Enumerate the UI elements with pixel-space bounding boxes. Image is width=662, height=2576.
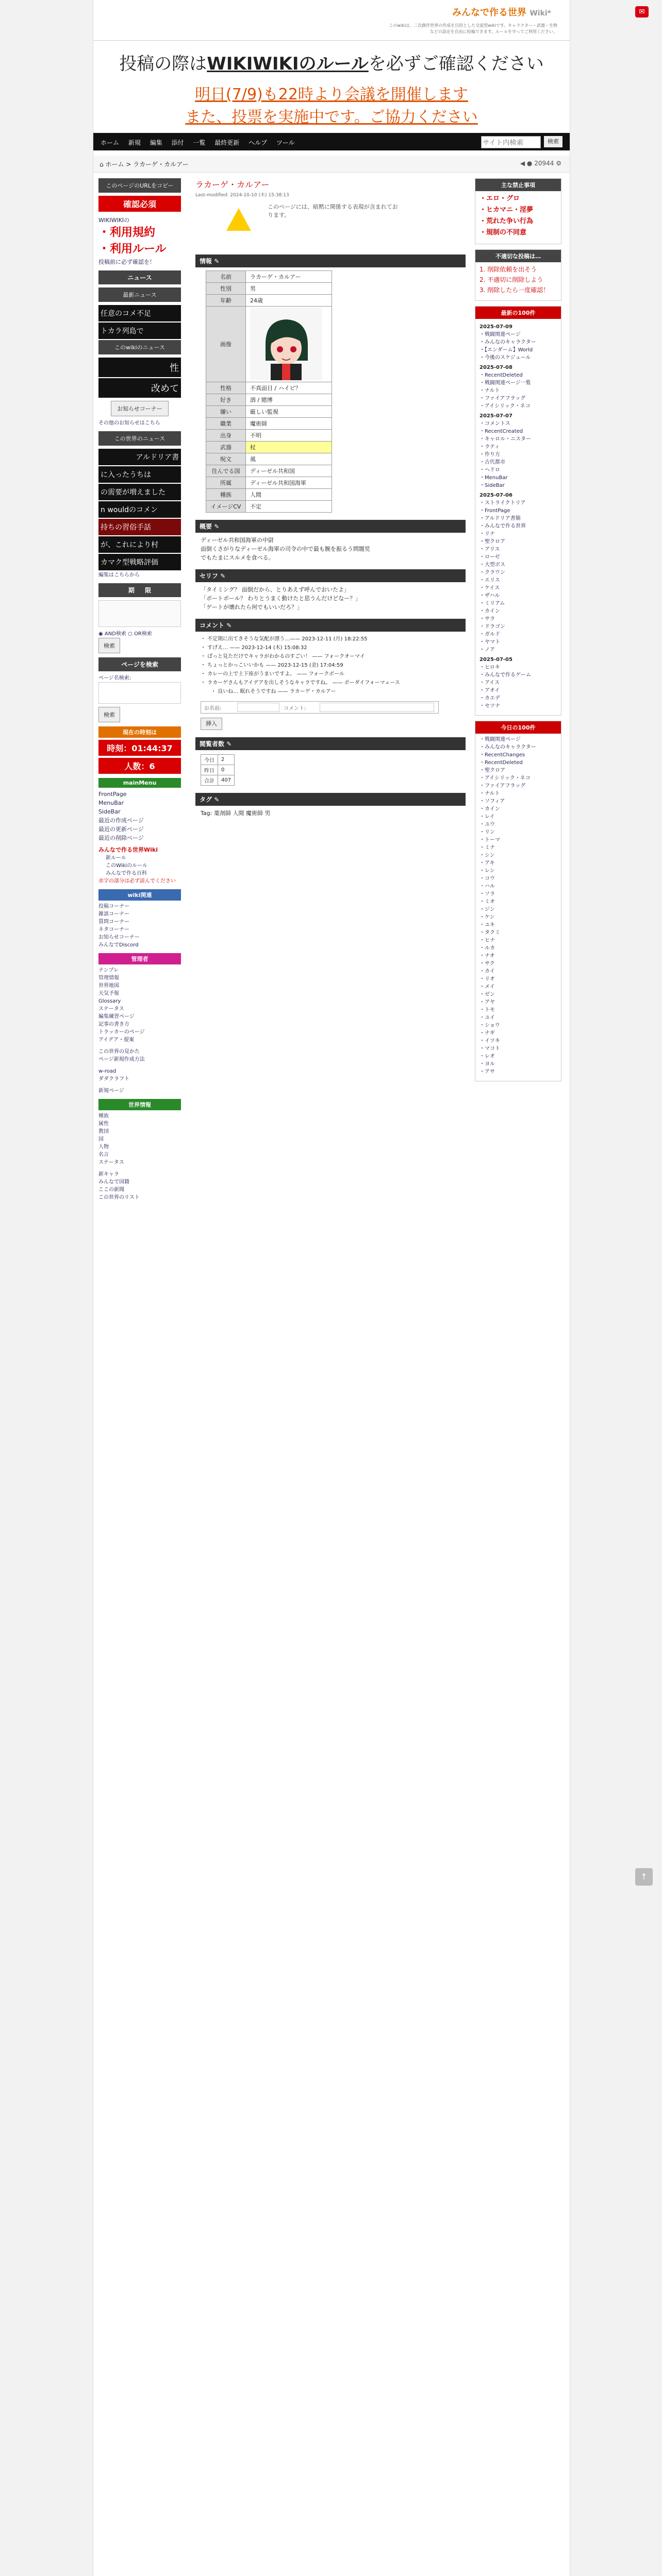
breadcrumb-page: ラカーゲ・カルアー bbox=[133, 161, 189, 168]
comment-item: ・ 良いね… 眠れそうですね —— ラカーゲ・カルアー bbox=[211, 689, 336, 694]
recent-link[interactable]: ・カエデ bbox=[479, 696, 500, 701]
admin-link[interactable]: 世界地図 bbox=[98, 983, 119, 989]
world-news-button[interactable]: この世界のニュース bbox=[98, 431, 181, 446]
today-link[interactable]: ・ミナ bbox=[479, 845, 495, 851]
recent-link[interactable]: ・コメントス bbox=[479, 421, 510, 427]
extra-link[interactable]: w-road bbox=[98, 1069, 117, 1074]
edit-icon[interactable]: ✎ bbox=[226, 740, 232, 748]
recent-link[interactable]: ・ナルト bbox=[479, 388, 500, 394]
today100-list bbox=[475, 734, 561, 1078]
recent-link[interactable]: ・アオイ bbox=[479, 688, 500, 693]
radio-or[interactable]: ○ bbox=[128, 631, 133, 637]
menu-item-list[interactable]: 一覧 bbox=[193, 139, 206, 146]
today-link[interactable]: ・ルカ bbox=[479, 945, 495, 951]
online-count: 人数：6 bbox=[98, 758, 181, 774]
inappropriate-header: 不適切な投稿は… bbox=[475, 250, 561, 262]
breadcrumb-home[interactable]: ホーム bbox=[105, 161, 124, 168]
name-input[interactable] bbox=[237, 703, 279, 712]
comment-label: コメント: bbox=[284, 706, 306, 711]
news-line: 性 bbox=[98, 358, 181, 377]
sub-link[interactable]: このWikiのルール bbox=[106, 863, 147, 869]
recent-link[interactable]: ・ザハル bbox=[479, 593, 500, 599]
counter-table: 今日 2 昨日 0 合計 407 bbox=[201, 754, 235, 786]
comment-item: ・ 不定期に出てきそうな気配が漂う…—— 2023-12-11 (月) 18:22:55 bbox=[201, 636, 368, 642]
admin-link[interactable]: 編集練習ページ bbox=[98, 1014, 135, 1020]
date-heading: 2025-07-07 bbox=[479, 413, 512, 419]
today-link[interactable]: ・RecentChanges bbox=[479, 752, 525, 758]
wiki-label: WIKIWIKIの bbox=[98, 217, 130, 224]
scroll-top-button[interactable]: ↑ bbox=[635, 1868, 653, 1886]
admin-link[interactable]: トラッカーのページ bbox=[98, 1029, 145, 1035]
today-link[interactable]: ・ナギ bbox=[479, 1030, 495, 1036]
comment-item: ・ すげえ… —— 2023-12-14 (木) 15:08:32 bbox=[201, 645, 307, 651]
breadcrumb: ⌂ ホーム > ラカーゲ・カルアー ◀ ● 20944 ⚙ bbox=[93, 156, 570, 173]
comment-input[interactable] bbox=[320, 703, 434, 712]
recent-link[interactable]: ・ガルド bbox=[479, 632, 500, 637]
menu-item-new[interactable]: 新規 bbox=[128, 139, 141, 146]
wiki-link[interactable]: お知らせコーナー bbox=[98, 935, 140, 940]
recent-link[interactable]: ・ケイス bbox=[479, 585, 500, 591]
recent-link[interactable]: ・ヤマト bbox=[479, 639, 500, 645]
today-link[interactable]: ・ソラ bbox=[479, 891, 495, 897]
recent-link[interactable]: ・クラウン bbox=[479, 570, 505, 575]
recent-link[interactable]: ・セツナ bbox=[479, 703, 500, 709]
admin-link[interactable]: 記事の書き方 bbox=[98, 1022, 129, 1027]
char-link[interactable]: 新キャラ bbox=[98, 1172, 119, 1177]
rule-link[interactable]: WIKIWIKIのルール bbox=[207, 54, 369, 74]
world-link[interactable]: ステータス bbox=[98, 1160, 124, 1165]
page-search-input[interactable] bbox=[98, 682, 181, 704]
admin-link[interactable]: Glossary bbox=[98, 998, 121, 1004]
comment-submit-button[interactable]: 挿入 bbox=[201, 718, 222, 730]
today-link[interactable]: ・シン bbox=[479, 853, 495, 858]
today-link[interactable]: ・トモ bbox=[479, 1007, 495, 1013]
recent-link[interactable]: ・【エンダーム】World bbox=[479, 347, 533, 353]
char-link[interactable]: みんなで国籍 bbox=[98, 1179, 129, 1185]
date-heading: 2025-07-05 bbox=[479, 657, 512, 663]
recent-link[interactable]: ・カイン bbox=[479, 608, 500, 614]
extra-link[interactable]: この世界の見かた bbox=[98, 1049, 140, 1055]
today-link[interactable]: ・レオ bbox=[479, 1054, 495, 1059]
today-link[interactable]: ・ユキ bbox=[479, 922, 495, 928]
world-news-line: アルドリア書 bbox=[98, 449, 181, 465]
recent-link[interactable]: ・アリス bbox=[479, 547, 500, 552]
warning-text: このページには、暗黙に関係する表現が含まれております。 bbox=[268, 204, 398, 218]
last-modified: Last-modified: 2024-10-10 (木) 15:38:13 bbox=[195, 193, 289, 198]
wiki-link[interactable]: 質問コーナー bbox=[98, 919, 129, 925]
wiki-link[interactable]: 投稿コーナー bbox=[98, 904, 129, 909]
recent-link[interactable]: ・作り方 bbox=[479, 452, 500, 457]
term-header: 期 限 bbox=[98, 583, 181, 597]
char-link[interactable]: この世界のリスト bbox=[98, 1195, 140, 1200]
today-link[interactable]: ・コウ bbox=[479, 876, 495, 882]
world-link[interactable]: 教団 bbox=[98, 1129, 109, 1134]
recent100-list bbox=[475, 319, 561, 712]
today-link[interactable]: ・トーマ bbox=[479, 837, 500, 843]
view-count: 20944 bbox=[534, 160, 554, 167]
today-link[interactable]: ・ヒナ bbox=[479, 938, 495, 943]
edit-icon[interactable]: ✎ bbox=[226, 622, 232, 629]
term-search-button[interactable]: 検索 bbox=[98, 638, 120, 653]
world-link[interactable]: 種族 bbox=[98, 1113, 109, 1119]
today-link[interactable]: ・ジン bbox=[479, 907, 495, 912]
top-header bbox=[93, 0, 570, 41]
comment-list bbox=[201, 635, 466, 696]
left-sidebar bbox=[98, 178, 181, 1201]
wiki-link[interactable]: みんなでDiscord bbox=[98, 942, 139, 948]
world-news-line: に入ったうちは bbox=[98, 466, 181, 483]
extra-link[interactable]: ダダクラフト bbox=[98, 1076, 129, 1082]
today-link[interactable]: ・ミオ bbox=[479, 899, 495, 905]
today-link[interactable]: ・ユイ bbox=[479, 1015, 495, 1021]
wiki-link[interactable]: 雑談コーナー bbox=[98, 911, 129, 917]
content-warning bbox=[226, 203, 422, 247]
comment-item: ・ ぱっと見ただけでキャラがわかるのすごい！ —— フォークオーマイ bbox=[201, 654, 365, 659]
sub-note: 赤字の部分は必ず読んでください bbox=[98, 878, 176, 884]
admin-link[interactable]: テンプレ bbox=[98, 968, 119, 973]
world-link[interactable]: 国 bbox=[98, 1137, 104, 1142]
tags-section-header: タグ ✎ bbox=[195, 793, 466, 806]
recent-link[interactable]: ・アイシリック・ネコ bbox=[479, 403, 531, 409]
dialogue-section-header: セリフ ✎ bbox=[195, 569, 466, 582]
recent-link[interactable]: ・みんなで作る世界 bbox=[479, 523, 526, 529]
recent-link[interactable]: ・ファイアフラッグ bbox=[479, 396, 526, 401]
today-link[interactable]: ・ナルト bbox=[479, 791, 500, 796]
recent-link[interactable]: ・サラ bbox=[479, 616, 495, 622]
today-link[interactable]: ・ショウ bbox=[479, 1023, 500, 1028]
recent-link[interactable]: ・RecentCreated bbox=[479, 429, 523, 434]
menu-link[interactable]: SideBar bbox=[98, 808, 121, 815]
recent-link[interactable]: ・ノア bbox=[479, 647, 495, 653]
home-icon[interactable]: ⌂ bbox=[100, 161, 104, 168]
edit-here-link[interactable]: 編集はこちらから bbox=[98, 572, 140, 578]
news-header: ニュース bbox=[98, 270, 181, 284]
admin-link[interactable]: ステータス bbox=[98, 1006, 124, 1012]
recent-link[interactable]: ・ストライクトリア bbox=[479, 500, 526, 506]
today-link[interactable]: ・アサ bbox=[479, 1069, 495, 1075]
rules-link[interactable]: ・利用ルール bbox=[98, 243, 167, 256]
recent-link[interactable]: ・ヘドロ bbox=[479, 467, 500, 473]
views-icon: ● bbox=[526, 160, 533, 167]
right-sidebar bbox=[475, 178, 561, 1087]
world-news-line: が、これにより村 bbox=[98, 536, 181, 553]
page-search-button[interactable]: 検索 bbox=[98, 707, 120, 722]
recent-link[interactable]: ・今後のスケジュール bbox=[479, 355, 531, 361]
today100-box bbox=[475, 721, 561, 1081]
today-link[interactable]: ・レイ bbox=[479, 814, 495, 820]
news-line: 改めて bbox=[98, 378, 181, 398]
main-content bbox=[195, 178, 466, 818]
today-link[interactable]: ・レン bbox=[479, 868, 495, 874]
wiki-related-header: wiki関連 bbox=[98, 889, 181, 901]
today-link[interactable]: ・RecentDeleted bbox=[479, 760, 523, 766]
recent-link[interactable]: ・みんなで作るゲーム bbox=[479, 672, 531, 678]
menu-link[interactable]: MenuBar bbox=[98, 800, 124, 806]
today-link[interactable]: ・ゼン bbox=[479, 992, 495, 997]
page-search-note: ページ名検索: bbox=[98, 675, 131, 681]
recent-link[interactable]: ・みんなのキャラクター bbox=[479, 340, 536, 345]
recent100-header: 最新の100件 bbox=[475, 307, 561, 319]
recent100-box bbox=[475, 306, 561, 716]
menu-link[interactable]: FrontPage bbox=[98, 791, 127, 798]
today-link[interactable]: ・アイシリック・ネコ bbox=[479, 775, 531, 781]
page-title: ラカーゲ・カルアー bbox=[195, 180, 270, 190]
recent-link[interactable]: ・アイス bbox=[479, 680, 500, 686]
recent-link[interactable]: ・戦闘関連ページ bbox=[479, 332, 521, 337]
edit-icon[interactable]: ✎ bbox=[214, 523, 220, 530]
admin-link[interactable]: アイデア・提案 bbox=[98, 1037, 135, 1043]
counter-section-header: 閲覧者数 ✎ bbox=[195, 737, 466, 750]
recent-link[interactable]: ・ミリアム bbox=[479, 601, 505, 606]
recent-link[interactable]: ・MenuBar bbox=[479, 475, 508, 481]
extra-link[interactable]: 新規ページ bbox=[98, 1088, 124, 1094]
latest-news-button[interactable]: 最新ニュース bbox=[98, 287, 181, 302]
confirm-note: 投稿前に必ず確認を！ bbox=[98, 259, 155, 265]
notice-corner-button[interactable]: お知らせコーナー bbox=[111, 401, 169, 416]
date-heading: 2025-07-06 bbox=[479, 493, 512, 498]
char-link[interactable]: ここの新聞 bbox=[98, 1187, 124, 1193]
recent-link[interactable]: ・キャロル・ニスター bbox=[479, 436, 531, 442]
page-search-header: ページを検索 bbox=[98, 657, 181, 671]
admin-link[interactable]: 管理情報 bbox=[98, 975, 119, 981]
date-heading: 2025-07-08 bbox=[479, 365, 512, 370]
info-section-header: 情報 ✎ bbox=[195, 255, 466, 267]
menu-item-home[interactable]: ホーム bbox=[101, 139, 120, 146]
today-link[interactable]: ・カイ bbox=[479, 969, 495, 974]
world-news-line: の需要が増えました bbox=[98, 484, 181, 500]
overview-text: ディーゼル共和国海軍の中尉 面倒くさがりなディーゼル海軍の司令の中で最も腕を振るう問題児 でもたまにスルメを食べる。 bbox=[201, 537, 370, 561]
radio-and[interactable]: ◉ bbox=[98, 631, 103, 637]
today-link[interactable]: ・ソフィア bbox=[479, 799, 505, 804]
gear-icon[interactable]: ⚙ bbox=[556, 160, 561, 167]
copy-url-button[interactable]: このページのURLをコピー bbox=[98, 178, 181, 193]
world-news-line: n wouldのコメン bbox=[98, 501, 181, 518]
comment-item: ・ ちょっとかっこいいかも —— 2023-12-15 (金) 17:04:59 bbox=[201, 663, 343, 668]
world-news-line: 持ちの習俗手話 bbox=[98, 519, 181, 535]
date-heading: 2025-07-09 bbox=[479, 324, 512, 330]
menu-link[interactable]: 最近の削除ページ bbox=[98, 835, 144, 841]
and-label: AND検索 bbox=[104, 631, 126, 637]
comments-section-header: コメント ✎ bbox=[195, 619, 466, 632]
character-portrait bbox=[250, 308, 322, 380]
today-link[interactable]: ・アヤ bbox=[479, 999, 495, 1005]
site-title[interactable]: みんなで作る世界 Wiki* bbox=[452, 7, 551, 18]
world-link[interactable]: 属性 bbox=[98, 1121, 109, 1127]
today-link[interactable]: ・みんなのキャラクター bbox=[479, 744, 536, 750]
recent-link[interactable]: ・リナ bbox=[479, 531, 495, 537]
today-link[interactable]: ・ハル bbox=[479, 884, 495, 889]
recent-link[interactable]: ・FrontPage bbox=[479, 508, 510, 514]
page-sheet bbox=[93, 0, 570, 2576]
search-input[interactable] bbox=[481, 136, 541, 148]
today-link[interactable]: ・タクミ bbox=[479, 930, 500, 936]
edit-icon[interactable]: ✎ bbox=[220, 572, 226, 580]
inappropriate-box: 不適切な投稿は… 1. 削除依頼を出そう 2. 不適切に削除しよう 3. 削除したら一度確認！ bbox=[475, 249, 561, 301]
rule-notice: 投稿の際はWIKIWIKIのルールを必ずご確認ください bbox=[119, 54, 544, 74]
today-link[interactable]: ・ナオ bbox=[479, 953, 495, 959]
recent-link[interactable]: ・エリス bbox=[479, 578, 500, 583]
today-link[interactable]: ・ケン bbox=[479, 914, 495, 920]
today-link[interactable]: ・聖クロア bbox=[479, 768, 505, 773]
recent-link[interactable]: ・アルドリア書簡 bbox=[479, 516, 521, 521]
recent-link[interactable]: ・SideBar bbox=[479, 483, 505, 488]
time-header: 現在の時刻は bbox=[98, 726, 181, 738]
menu-item-edit[interactable]: 編集 bbox=[150, 139, 162, 146]
menu-item-help[interactable]: ヘルプ bbox=[249, 139, 268, 146]
menu-link[interactable]: 最近の更新ページ bbox=[98, 826, 144, 833]
today-link[interactable]: ・戦闘関連ページ bbox=[479, 737, 521, 742]
recent-link[interactable]: ・ローゼ bbox=[479, 554, 500, 560]
notification-icon[interactable]: ✉ bbox=[635, 6, 649, 18]
banned-box: 主な禁止事項 ・エロ・グロ ・ヒカマニ・淫夢 ・荒れた争い行為 ・規制の不同意 bbox=[475, 178, 561, 244]
recent-link[interactable]: ・ヒロキ bbox=[479, 665, 500, 670]
world-info-header: 世界情報 bbox=[98, 1099, 181, 1110]
overview-section-header: 概要 ✎ bbox=[195, 520, 466, 533]
menu-link[interactable]: 最近の作成ページ bbox=[98, 817, 144, 824]
name-label: お名前: bbox=[204, 706, 222, 711]
news-line: 任意のコメ不足 bbox=[98, 305, 181, 321]
recent-link[interactable]: ・古代都市 bbox=[479, 460, 505, 465]
comment-item: ・ カレーの上で土下座がうまいですよ。 —— フォークボール bbox=[201, 671, 344, 677]
today-link[interactable]: ・ファイアフラッグ bbox=[479, 783, 526, 789]
wiki-news-button[interactable]: このwikiのニュース bbox=[98, 340, 181, 354]
today-link[interactable]: ・アキ bbox=[479, 860, 495, 866]
info-table: 名前 ラカーゲ・カルアー 性別 男 年齢 24歳 画像 性格 不真面目 / ハイビ？ 好き 酒 / 賭博 嫌い 厳しい監視 職業 魔術師 出身 不明 武器 杖 呪文 風 住んでる国 ディーゼル共和国 所属 ディーゼル共和国海軍 種族 人間 イメージCV 不定 bbox=[206, 270, 332, 513]
menu-item-attach[interactable]: 添付 bbox=[171, 139, 184, 146]
warning-icon bbox=[226, 208, 251, 231]
recent-link[interactable]: ・ドラゴン bbox=[479, 624, 505, 630]
world-news-line: カマク型戦略評価 bbox=[98, 554, 181, 570]
recent-link[interactable]: ・戦闘関連ページ一覧 bbox=[479, 380, 531, 386]
news-note: その他のお知らせはこちら bbox=[98, 420, 160, 426]
menu-item-recent[interactable]: 最終更新 bbox=[214, 139, 240, 146]
today-link[interactable]: ・リオ bbox=[479, 976, 495, 982]
admin-link[interactable]: 天気予報 bbox=[98, 991, 119, 996]
clock: 時刻：01:44:37 bbox=[98, 740, 181, 756]
recent-link[interactable]: ・大型ボス bbox=[479, 562, 505, 568]
sub-link[interactable]: 新ルール bbox=[106, 855, 126, 861]
extra-link[interactable]: ページ新規作成方法 bbox=[98, 1057, 145, 1062]
edit-icon[interactable]: ✎ bbox=[214, 796, 220, 803]
menu-item-tools[interactable]: ツール bbox=[276, 139, 295, 146]
recent-link[interactable]: ・聖クロア bbox=[479, 539, 505, 545]
today-link[interactable]: ・イツキ bbox=[479, 1038, 500, 1044]
comment-form bbox=[201, 701, 439, 714]
confirm-required-header: 確認必須 bbox=[98, 196, 181, 212]
or-label: OR検索 bbox=[134, 631, 152, 637]
terms-link[interactable]: ・利用規約 bbox=[98, 226, 156, 239]
today-link[interactable]: ・カイン bbox=[479, 806, 500, 812]
news-line: トカラ列島で bbox=[98, 323, 181, 339]
wiki-link[interactable]: ネタコーナー bbox=[98, 927, 129, 933]
back-icon[interactable]: ◀ bbox=[520, 160, 525, 167]
today-link[interactable]: ・マコト bbox=[479, 1046, 500, 1052]
recent-link[interactable]: ・ラティ bbox=[479, 444, 500, 450]
meeting-notice[interactable]: 明日(7/9)も22時より会議を開催します また、投票を実施中です。ご協力ください bbox=[185, 86, 478, 126]
main-menu-header: mainMenu bbox=[98, 778, 181, 788]
site-description: このwikiは、二次創作世界の作成を目的とした交流型wikiです。キャラクター・武器・生物などの設定を自由に投稿できます。ルールを守ってご利用ください。 bbox=[389, 23, 557, 34]
term-box bbox=[98, 600, 181, 627]
search-button[interactable]: 検索 bbox=[544, 136, 562, 147]
banned-header: 主な禁止事項 bbox=[475, 179, 561, 191]
sub-link[interactable]: みんなで作る百科 bbox=[106, 871, 147, 876]
dialogue-text: 「タイミング？ 面倒だから、とりあえず呼んでおいたよ」 「ポートボール？ わりとうまく動けたと思うんだけどなー？」 「ゲートが壊れたら何でもいいだろ？」 bbox=[201, 586, 361, 611]
comment-item: ・ ラカーゲさんもアイデアを出しそうなキャラですね。 —— ポーダイフォーマェース bbox=[201, 680, 400, 686]
admin-header: 管理者 bbox=[98, 953, 181, 964]
tag-list[interactable]: Tag: 薬剤師 人間 魔術師 男 bbox=[201, 810, 271, 817]
world-link[interactable]: 名言 bbox=[98, 1152, 109, 1158]
today-link[interactable]: ・メイ bbox=[479, 984, 495, 990]
today-link[interactable]: ・ユウ bbox=[479, 822, 495, 827]
world-link[interactable]: 人物 bbox=[98, 1144, 109, 1150]
sub-head[interactable]: みんなで作る世界Wiki bbox=[98, 846, 158, 853]
recent-link[interactable]: ・RecentDeleted bbox=[479, 372, 523, 378]
today-link[interactable]: ・リン bbox=[479, 829, 495, 835]
today-link[interactable]: ・サク bbox=[479, 961, 495, 967]
today100-header: 今日の100件 bbox=[475, 721, 561, 734]
edit-icon[interactable]: ✎ bbox=[214, 258, 220, 265]
today-link[interactable]: ・ヨル bbox=[479, 1061, 495, 1067]
menu-bar bbox=[93, 133, 570, 150]
